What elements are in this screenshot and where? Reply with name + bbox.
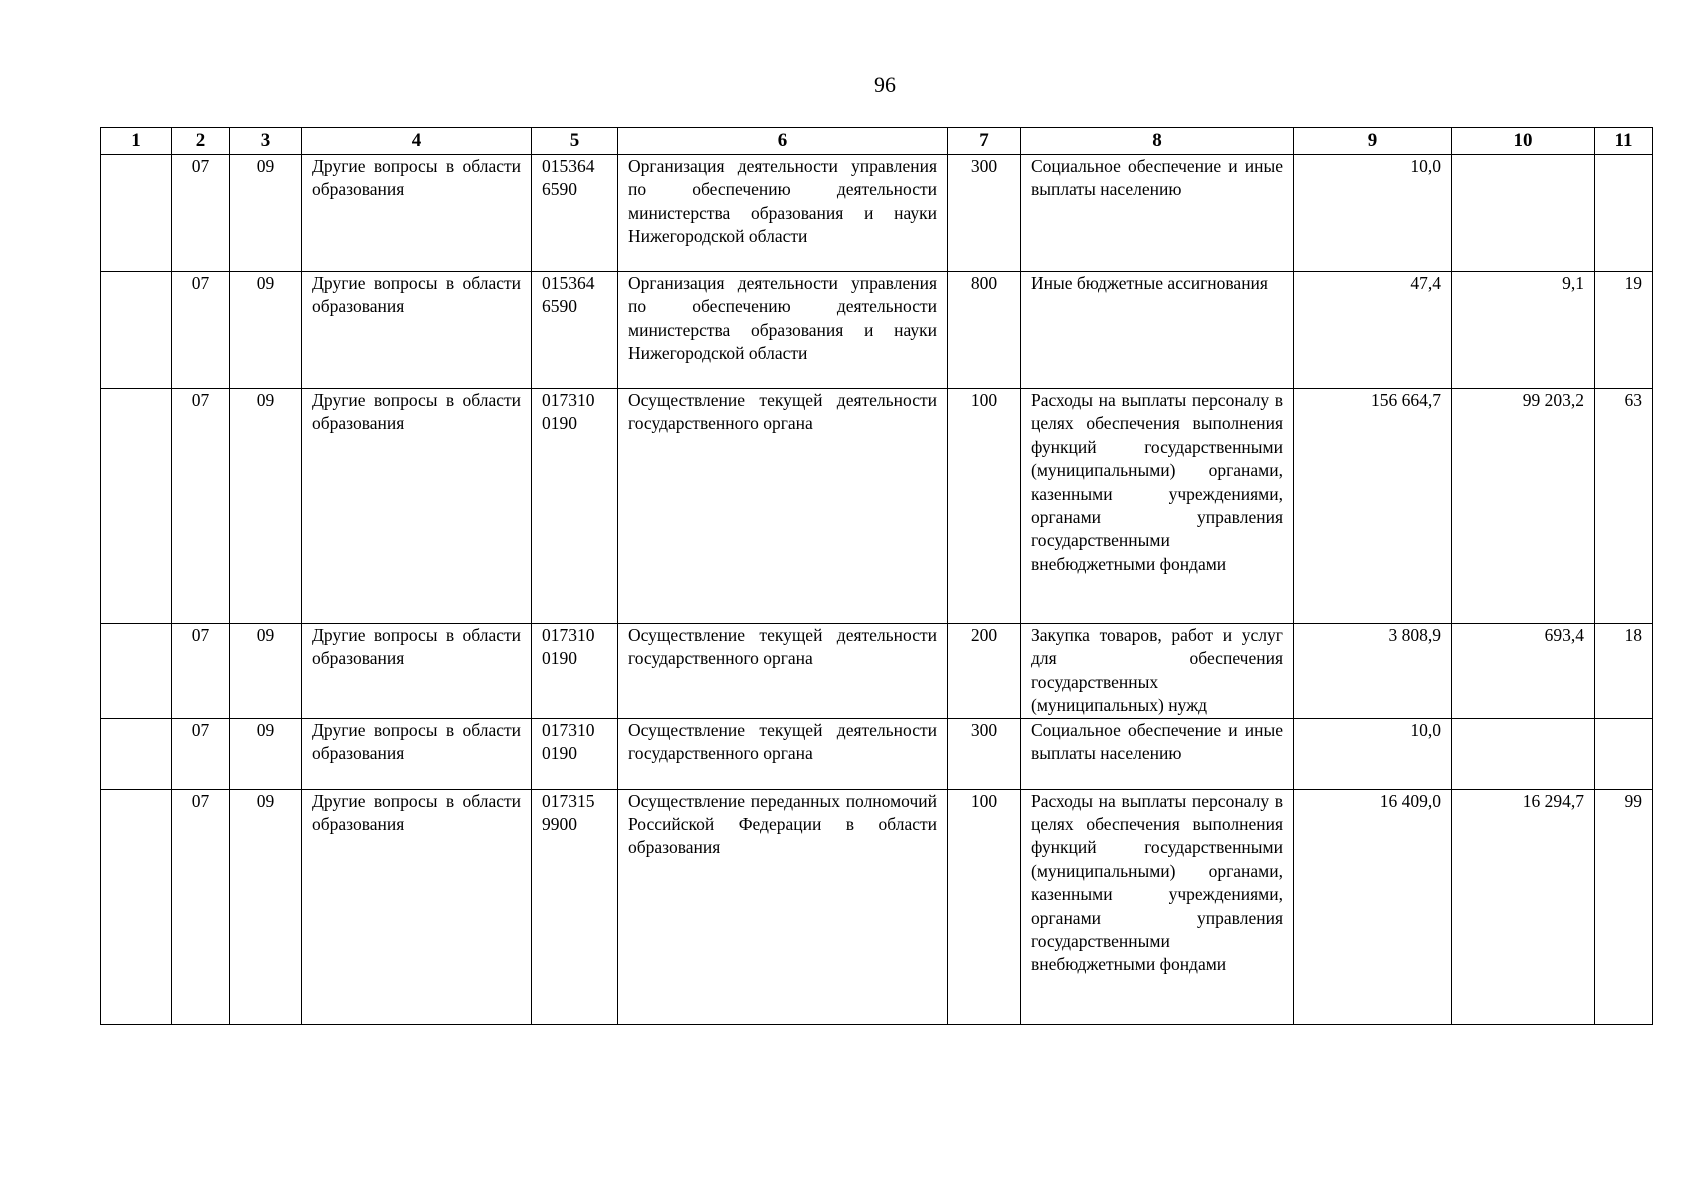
cell-expense-name: Иные бюджетные ассигнования (1021, 272, 1294, 389)
cell-expense-name: Закупка товаров, работ и услуг для обеспечения государственных (муниципальных) нужд (1021, 624, 1294, 719)
cell-subsection: 09 (230, 272, 302, 389)
cell-section-name: Другие вопросы в области образования (302, 389, 532, 624)
cell-percent: 99 (1595, 789, 1653, 1024)
cell-expense-name: Социальное обеспечение и иные выплаты населению (1021, 718, 1294, 789)
header-row (101, 128, 1653, 155)
cell-section-name: Другие вопросы в области образования (302, 789, 532, 1024)
table-row (101, 789, 1653, 1024)
cell-expense-type: 100 (948, 789, 1021, 1024)
cell-fact (1452, 155, 1595, 272)
table-row (101, 718, 1653, 789)
column-header: 4 (302, 128, 532, 155)
cell-plan: 47,4 (1294, 272, 1452, 389)
column-header: 7 (948, 128, 1021, 155)
cell-target-code: 017310 0190 (532, 389, 618, 624)
cell-fact: 99 203,2 (1452, 389, 1595, 624)
cell-expense-type: 300 (948, 155, 1021, 272)
cell-c1 (101, 718, 172, 789)
table-row (101, 155, 1653, 272)
cell-expense-type: 800 (948, 272, 1021, 389)
cell-expense-name: Расходы на выплаты персоналу в целях обеспечения выполнения функций государственными (муниципальными) органами, казенными учреждениями, органами управления государственными внебюджетными фондами (1021, 789, 1294, 1024)
cell-fact (1452, 718, 1595, 789)
cell-percent: 63 (1595, 389, 1653, 624)
cell-fact: 16 294,7 (1452, 789, 1595, 1024)
table-row (101, 272, 1653, 389)
cell-plan: 156 664,7 (1294, 389, 1452, 624)
cell-fact: 9,1 (1452, 272, 1595, 389)
cell-subsection: 09 (230, 389, 302, 624)
cell-expense-name: Социальное обеспечение и иные выплаты населению (1021, 155, 1294, 272)
column-header: 10 (1452, 128, 1595, 155)
cell-target-code: 017315 9900 (532, 789, 618, 1024)
cell-section-name: Другие вопросы в области образования (302, 624, 532, 719)
cell-c1 (101, 789, 172, 1024)
table-row (101, 624, 1653, 719)
cell-plan: 3 808,9 (1294, 624, 1452, 719)
cell-section-name: Другие вопросы в области образования (302, 155, 532, 272)
cell-c1 (101, 155, 172, 272)
cell-percent: 18 (1595, 624, 1653, 719)
budget-table (100, 127, 1653, 1025)
cell-section: 07 (172, 272, 230, 389)
cell-subsection: 09 (230, 789, 302, 1024)
cell-target-name: Организация деятельности управления по обеспечению деятельности министерства образования и науки Нижегородской области (618, 155, 948, 272)
cell-subsection: 09 (230, 718, 302, 789)
column-header: 5 (532, 128, 618, 155)
page-number: 96 (874, 72, 896, 97)
column-header: 3 (230, 128, 302, 155)
cell-section: 07 (172, 389, 230, 624)
cell-target-name: Осуществление текущей деятельности государственного органа (618, 389, 948, 624)
cell-section: 07 (172, 718, 230, 789)
column-header: 11 (1595, 128, 1653, 155)
cell-plan: 10,0 (1294, 155, 1452, 272)
cell-target-name: Осуществление текущей деятельности государственного органа (618, 624, 948, 719)
column-header: 8 (1021, 128, 1294, 155)
cell-section: 07 (172, 624, 230, 719)
cell-target-name: Организация деятельности управления по обеспечению деятельности министерства образования и науки Нижегородской области (618, 272, 948, 389)
column-header: 6 (618, 128, 948, 155)
cell-subsection: 09 (230, 624, 302, 719)
cell-c1 (101, 624, 172, 719)
cell-target-name: Осуществление текущей деятельности государственного органа (618, 718, 948, 789)
cell-section-name: Другие вопросы в области образования (302, 272, 532, 389)
cell-percent (1595, 155, 1653, 272)
cell-subsection: 09 (230, 155, 302, 272)
cell-section: 07 (172, 789, 230, 1024)
cell-c1 (101, 272, 172, 389)
cell-percent (1595, 718, 1653, 789)
cell-target-code: 015364 6590 (532, 272, 618, 389)
cell-expense-type: 300 (948, 718, 1021, 789)
cell-target-code: 015364 6590 (532, 155, 618, 272)
cell-target-code: 017310 0190 (532, 624, 618, 719)
cell-expense-name: Расходы на выплаты персоналу в целях обеспечения выполнения функций государственными (муниципальными) органами, казенными учреждениями, органами управления государственными внебюджетными фондами (1021, 389, 1294, 624)
cell-plan: 16 409,0 (1294, 789, 1452, 1024)
cell-target-code: 017310 0190 (532, 718, 618, 789)
cell-percent: 19 (1595, 272, 1653, 389)
cell-c1 (101, 389, 172, 624)
cell-target-name: Осуществление переданных полномочий Российской Федерации в области образования (618, 789, 948, 1024)
column-header: 1 (101, 128, 172, 155)
column-header: 2 (172, 128, 230, 155)
cell-plan: 10,0 (1294, 718, 1452, 789)
cell-expense-type: 100 (948, 389, 1021, 624)
column-header: 9 (1294, 128, 1452, 155)
cell-section: 07 (172, 155, 230, 272)
cell-section-name: Другие вопросы в области образования (302, 718, 532, 789)
table-row (101, 389, 1653, 624)
cell-fact: 693,4 (1452, 624, 1595, 719)
cell-expense-type: 200 (948, 624, 1021, 719)
